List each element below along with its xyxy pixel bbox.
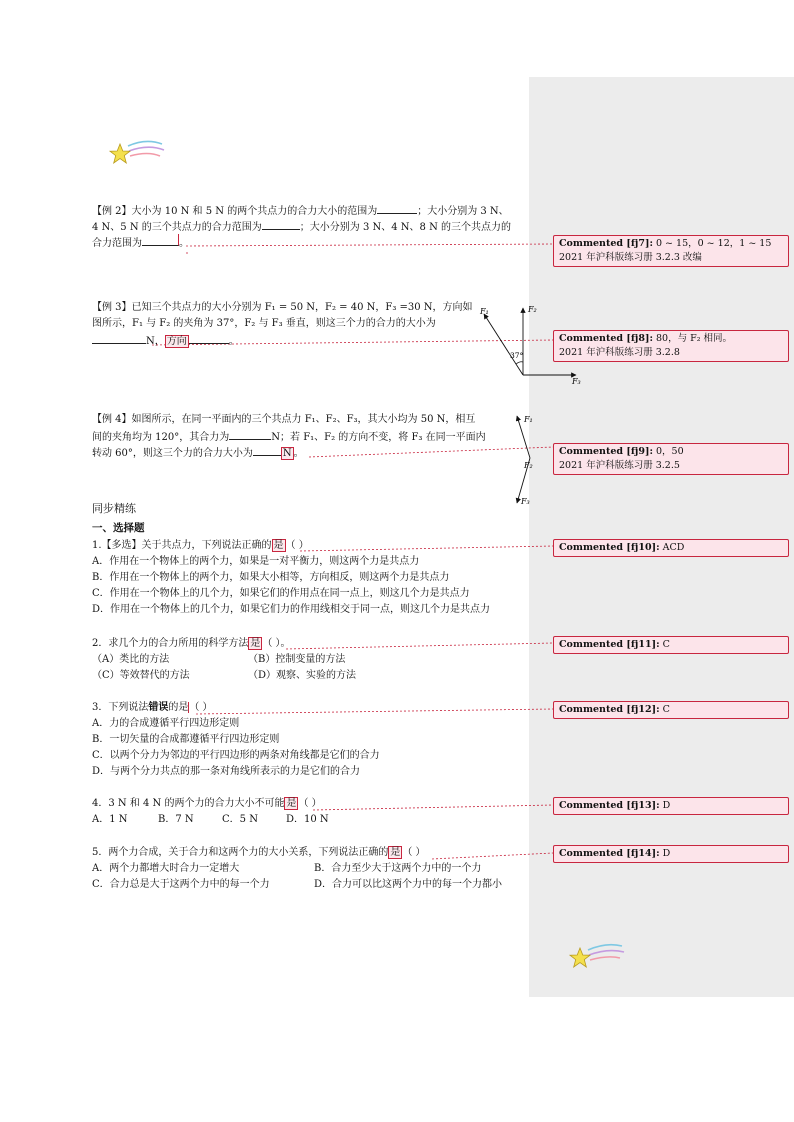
comment-fj14[interactable]: Commented [fj14]: D: [553, 845, 789, 863]
f3-label: F₃: [572, 377, 581, 386]
question-3-stem: 3．下列说法错误的是（ ）: [92, 702, 213, 713]
f3-label: F₃: [521, 497, 530, 506]
force-diagram-example-4: [500, 408, 550, 512]
answer-blank[interactable]: [189, 332, 229, 344]
comment-fj13[interactable]: Commented [fj13]: D: [553, 797, 789, 815]
question-2-option-b: （B）控制变量的方法: [248, 654, 346, 665]
answer-blank[interactable]: [142, 234, 179, 246]
example-3-line-2: 图所示，F₁ 与 F₂ 的夹角为 37°，F₂ 与 F₃ 垂直，则这三个力的合力的大小为: [92, 318, 436, 329]
f1-arrow: [484, 314, 523, 375]
question-5-option-a: A．两个力都增大时合力一定增大: [92, 863, 240, 874]
question-2-option-d: （D）观察、实验的方法: [248, 670, 357, 681]
question-2-stem: 2．求几个力的合力所用的科学方法 是 （ ）。: [92, 638, 291, 649]
comment-fj11[interactable]: Commented [fj11]: C: [553, 636, 789, 654]
example-2-line-3: 合力范围为 。: [92, 234, 189, 253]
highlighted-text[interactable]: 是: [250, 638, 261, 649]
example-4-line-2: 间的夹角均为 120°，其合力为 N；若 F₁、F₂ 的方向不变，将 F₃ 在同一平面内: [92, 428, 486, 447]
answer-blank[interactable]: [262, 218, 300, 230]
example-2-line-1: 【例 2】大小为 10 N 和 5 N 的两个共点力的合力大小的范围为 ；大小分别为 3 N、: [92, 202, 509, 221]
comment-fj9[interactable]: Commented [fj9]: 0，50 2021 年沪科版练习册 3.2.5: [553, 443, 789, 475]
question-3-option-a: A．力的合成遵循平行四边形定则: [92, 718, 240, 729]
question-5-option-c: C．合力总是大于这两个力中的每一个力: [92, 879, 270, 890]
example-4-line-3: 转动 60°，则这三个力的合力大小为 N 。: [92, 444, 304, 463]
question-3-option-b: B．一切矢量的合成都遵循平行四边形定则: [92, 734, 280, 745]
f1-label: F₁: [524, 415, 533, 424]
question-5-stem: 5．两个力合成，关于合力和这两个力的大小关系，下列说法正确的 是 （ ）: [92, 847, 426, 858]
subsection-heading: 一、选择题: [92, 522, 145, 534]
highlighted-text[interactable]: 方向: [166, 336, 187, 347]
question-4-option-d: D．10 N: [286, 814, 329, 825]
question-1-stem: 1.【多选】关于共点力，下列说法正确的 是 （ ）: [92, 540, 309, 551]
answer-blank[interactable]: [377, 202, 417, 214]
answer-blank[interactable]: [253, 444, 281, 456]
question-1-option-c: C．作用在一个物体上的几个力，如果它们的作用点在同一点上，则这几个力是共点力: [92, 588, 470, 599]
highlighted-text[interactable]: 是: [286, 798, 297, 809]
f1-label: F₁: [480, 307, 489, 316]
question-4-option-b: B．7 N: [158, 814, 194, 825]
question-2-option-c: （C）等效替代的方法: [92, 670, 190, 681]
highlighted-text[interactable]: 是: [273, 540, 284, 551]
angle-label: 37°: [510, 351, 524, 360]
question-2-option-a: （A）类比的方法: [92, 654, 170, 665]
example-2-line-2: 4 N、5 N 的三个共点力的合力范围为 ；大小分别为 3 N、4 N、8 N 的三个共点力的: [92, 218, 511, 237]
question-5-option-b: B．合力至少大于这两个力中的一个力: [314, 863, 482, 874]
f2-label: F₂: [528, 305, 537, 314]
question-3-option-d: D．与两个分力共点的那一条对角线所表示的力是它们的合力: [92, 766, 361, 777]
comment-fj12[interactable]: Commented [fj12]: C: [553, 701, 789, 719]
example-4-line-1: 【例 4】如图所示，在同一平面内的三个共点力 F₁、F₂、F₃，其大小均为 50 N，相互: [92, 414, 476, 425]
question-4-option-c: C．5 N: [222, 814, 258, 825]
question-1-option-d: D．作用在一个物体上的几个力，如果它们力的作用线相交于同一点，则这几个力是共点力: [92, 604, 491, 615]
question-5-option-d: D．合力可以比这两个力中的每一个力都小: [314, 879, 503, 890]
example-3-line-1: 【例 3】已知三个共点力的大小分别为 F₁ = 50 N，F₂ = 40 N，F₃ =30 N，方向如: [92, 302, 473, 313]
question-1-option-b: B．作用在一个物体上的两个力，如果大小相等，方向相反，则这两个力是共点力: [92, 572, 450, 583]
f2-label: F₂: [524, 461, 533, 470]
question-4-option-a: A．1 N: [92, 814, 128, 825]
answer-blank[interactable]: [229, 428, 271, 440]
answer-blank[interactable]: [92, 332, 146, 344]
highlighted-text[interactable]: N: [282, 448, 292, 459]
section-heading: 同步精练: [92, 502, 136, 515]
question-3-option-c: C．以两个分力为邻边的平行四边形的两条对角线都是它们的合力: [92, 750, 380, 761]
question-4-stem: 4．3 N 和 4 N 的两个力的合力大小不可能 是 （ ）: [92, 798, 322, 809]
highlighted-text[interactable]: 是: [390, 847, 401, 858]
comment-fj10[interactable]: Commented [fj10]: ACD: [553, 539, 789, 557]
comment-fj8[interactable]: Commented [fj8]: 80，与 F₂ 相同。 2021 年沪科版练习册 3.2.8: [553, 330, 789, 362]
example-3-line-3: N， 方向 。: [92, 332, 239, 351]
question-1-option-a: A．作用在一个物体上的两个力，如果是一对平衡力，则这两个力是共点力: [92, 556, 420, 567]
comment-fj7[interactable]: Commented [fj7]: 0 ~ 15，0 ~ 12，1 ~ 15 2021 年沪科版练习册 3.2.3 改编: [553, 235, 789, 267]
